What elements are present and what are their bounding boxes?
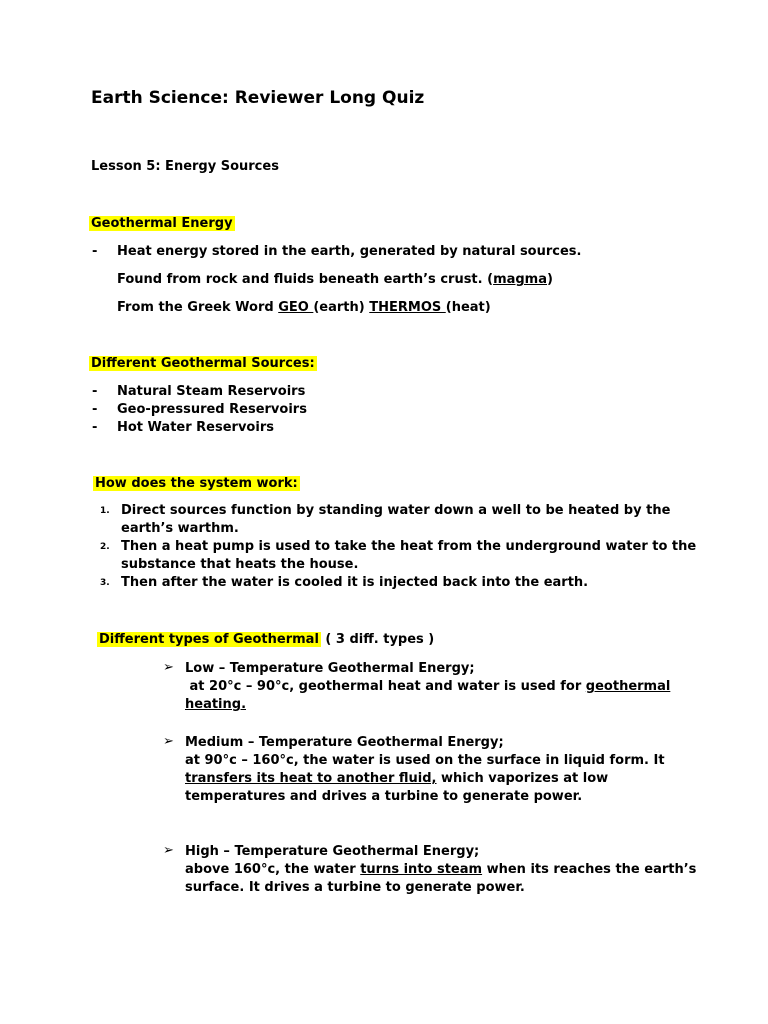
transfers-underline: transfers its heat to another fluid, — [185, 771, 437, 786]
step-1-line-2: earth’s warthm. — [121, 521, 239, 536]
steam-underline: turns into steam — [360, 862, 483, 877]
line3-pre: From the Greek Word — [117, 300, 279, 315]
geothermal-line-3 — [117, 299, 491, 317]
geothermal-line-1: Heat energy stored in the earth, generated by natural sources. — [117, 244, 582, 259]
low-temp-line-2 — [185, 696, 246, 714]
source-item: Geo-pressured Reservoirs — [117, 402, 307, 417]
low-temp-line-1 — [185, 678, 670, 696]
lesson-label: Lesson 5: Energy Sources — [91, 159, 279, 174]
geo-word: GEO — [278, 300, 314, 315]
bullet-dash: - — [92, 402, 98, 417]
line2-text: Found from rock and fluids beneath earth’s crust. ( — [117, 272, 494, 287]
geothermal-heading — [89, 215, 235, 233]
bullet-dash: - — [92, 420, 98, 435]
low-line1-pre: at 20°c – 90°c, geothermal heat and water is used for — [189, 679, 586, 694]
sources-heading-text: Different Geothermal Sources: — [91, 356, 315, 371]
geothermal-line-2 — [117, 271, 553, 289]
page-title: Earth Science: Reviewer Long Quiz — [91, 88, 425, 108]
arrow-bullet-icon: ➢ — [163, 734, 174, 749]
step-2-line-2: substance that heats the house. — [121, 557, 359, 572]
bullet-dash: - — [92, 244, 98, 259]
arrow-bullet-icon: ➢ — [163, 843, 174, 858]
arrow-bullet-icon: ➢ — [163, 660, 174, 675]
types-heading — [97, 631, 434, 649]
low-temp-title: Low – Temperature Geothermal Energy; — [185, 661, 475, 676]
magma-word: magma — [493, 272, 548, 287]
system-heading-text: How does the system work: — [95, 476, 298, 491]
step-number: 1. — [100, 506, 110, 516]
line2-close: ) — [547, 272, 553, 287]
types-heading-text: Different types of Geothermal — [99, 632, 319, 647]
source-item: Natural Steam Reservoirs — [117, 384, 306, 399]
geothermal-heading-text: Geothermal Energy — [91, 216, 233, 231]
geothermal-underline: geothermal — [585, 679, 671, 694]
high-temp-line-1 — [185, 861, 696, 879]
system-heading — [93, 475, 300, 493]
sources-heading — [89, 355, 317, 373]
medium-line2-post: which vaporizes at low — [436, 771, 609, 786]
thermos-word: THERMOS — [369, 300, 446, 315]
step-2-line-1: Then a heat pump is used to take the heat from the underground water to the — [121, 539, 697, 554]
high-line1-pre: above 160°c, the water — [185, 862, 361, 877]
heat-word: (heat) — [445, 300, 491, 315]
step-3-line-1: Then after the water is cooled it is injected back into the earth. — [121, 575, 589, 590]
high-temp-title: High – Temperature Geothermal Energy; — [185, 844, 480, 859]
high-temp-line-2: surface. It drives a turbine to generate power. — [185, 880, 525, 895]
source-item: Hot Water Reservoirs — [117, 420, 274, 435]
earth-word: (earth) — [313, 300, 370, 315]
bullet-dash: - — [92, 384, 98, 399]
medium-temp-line-1: at 90°c – 160°c, the water is used on the surface in liquid form. It — [185, 753, 665, 768]
step-number: 3. — [100, 578, 110, 588]
step-number: 2. — [100, 542, 110, 552]
high-line1-post: when its reaches the earth’s — [482, 862, 697, 877]
medium-temp-line-2 — [185, 770, 608, 788]
types-heading-suffix: ( 3 diff. types ) — [320, 632, 435, 647]
step-1-line-1: Direct sources function by standing water down a well to be heated by the — [121, 503, 671, 518]
heating-underline: heating. — [185, 697, 247, 712]
medium-temp-title: Medium – Temperature Geothermal Energy; — [185, 735, 504, 750]
medium-temp-line-3: temperatures and drives a turbine to generate power. — [185, 789, 583, 804]
